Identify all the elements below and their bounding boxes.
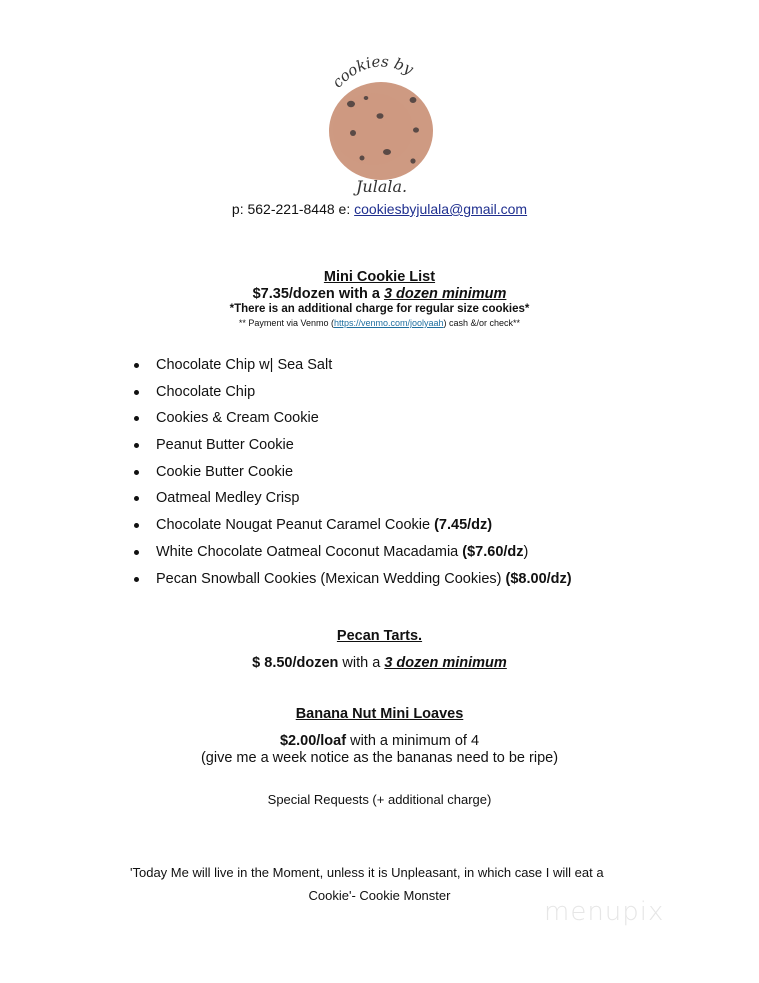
payment-note — [0, 318, 759, 328]
email-link[interactable]: cookiesbyjulala@gmail.com — [354, 201, 528, 217]
venmo-link[interactable]: https://venmo.com/joolyaah — [333, 318, 444, 328]
bullet-icon — [134, 496, 139, 501]
payment-suffix: ) cash &/or check** — [443, 318, 521, 328]
list-item — [132, 485, 572, 512]
cookie-name: Peanut Butter Cookie — [156, 437, 294, 454]
list-item — [132, 432, 572, 459]
cookie-name: Cookies & Cream Cookie — [156, 410, 319, 427]
pecan-tarts-title: Pecan Tarts. — [336, 628, 423, 644]
list-item — [132, 512, 572, 539]
mini-price-text: $7.35/dozen with a — [252, 286, 384, 302]
pecan-minimum: 3 dozen minimum — [384, 655, 507, 671]
mini-minimum: 3 dozen minimum — [383, 286, 507, 302]
cookie-name: Pecan Snowball Cookies (Mexican Wedding Cookies) — [156, 570, 506, 587]
list-item — [132, 539, 572, 566]
phone-label: p: 562-221-8448 e: — [231, 201, 355, 217]
bullet-icon — [134, 523, 139, 528]
cookie-name: Oatmeal Medley Crisp — [156, 490, 300, 507]
contact-line — [0, 201, 759, 217]
banana-loaves-price — [0, 733, 759, 749]
bullet-icon — [134, 443, 139, 448]
cookie-price: ($8.00/dz) — [505, 570, 572, 587]
list-item — [132, 379, 572, 406]
cookies-by-julala-logo — [318, 44, 444, 196]
mini-cookie-price — [0, 286, 759, 302]
mini-cookie-title: Mini Cookie List — [323, 269, 436, 285]
logo-bottom-text: Julala. — [356, 177, 408, 196]
banana-price: $2.00/loaf — [279, 733, 347, 749]
list-item — [132, 566, 572, 593]
banana-note: (give me a week notice as the bananas need to be ripe) — [200, 750, 559, 766]
list-item — [132, 352, 572, 379]
cookie-list — [132, 352, 572, 592]
list-item — [132, 459, 572, 486]
quote-line-2: Cookie'- Cookie Monster — [308, 888, 451, 903]
cookie-price: (7.45/dz) — [434, 517, 493, 534]
list-item — [132, 405, 572, 432]
bullet-icon — [134, 363, 139, 368]
bullet-icon — [134, 390, 139, 395]
bullet-icon — [134, 550, 139, 555]
cookie-suffix: ) — [523, 543, 529, 560]
menupix-watermark: menupix — [544, 897, 665, 927]
cookie-name: White Chocolate Oatmeal Coconut Macadamia — [156, 543, 463, 560]
pecan-price: $ 8.50/dozen — [252, 655, 339, 671]
payment-prefix: ** Payment via Venmo ( — [238, 318, 334, 328]
pecan-tarts-price — [0, 655, 759, 671]
bullet-icon — [134, 470, 139, 475]
bullet-icon — [134, 577, 139, 582]
cookie-name: Cookie Butter Cookie — [156, 463, 294, 480]
pecan-mid: with a — [338, 655, 385, 671]
cookie-name: Chocolate Chip — [156, 383, 256, 400]
quote-line-1: 'Today Me will live in the Moment, unless it is Unpleasant, in which case I will eat a — [130, 865, 604, 880]
banana-loaves-title: Banana Nut Mini Loaves — [295, 706, 464, 722]
cookie-logo-icon — [318, 44, 444, 196]
bullet-icon — [134, 416, 139, 421]
logo-top-text: cookies by — [328, 52, 417, 92]
banana-price-suffix: with a minimum of 4 — [346, 733, 480, 749]
cookie-name: Chocolate Chip w| Sea Salt — [156, 357, 333, 373]
cookie-price: ($7.60/dz — [462, 543, 524, 560]
special-requests: Special Requests (+ additional charge) — [267, 792, 492, 807]
regular-size-note: *There is an additional charge for regular size cookies* — [229, 303, 530, 315]
cookie-name: Chocolate Nougat Peanut Caramel Cookie — [156, 517, 435, 534]
